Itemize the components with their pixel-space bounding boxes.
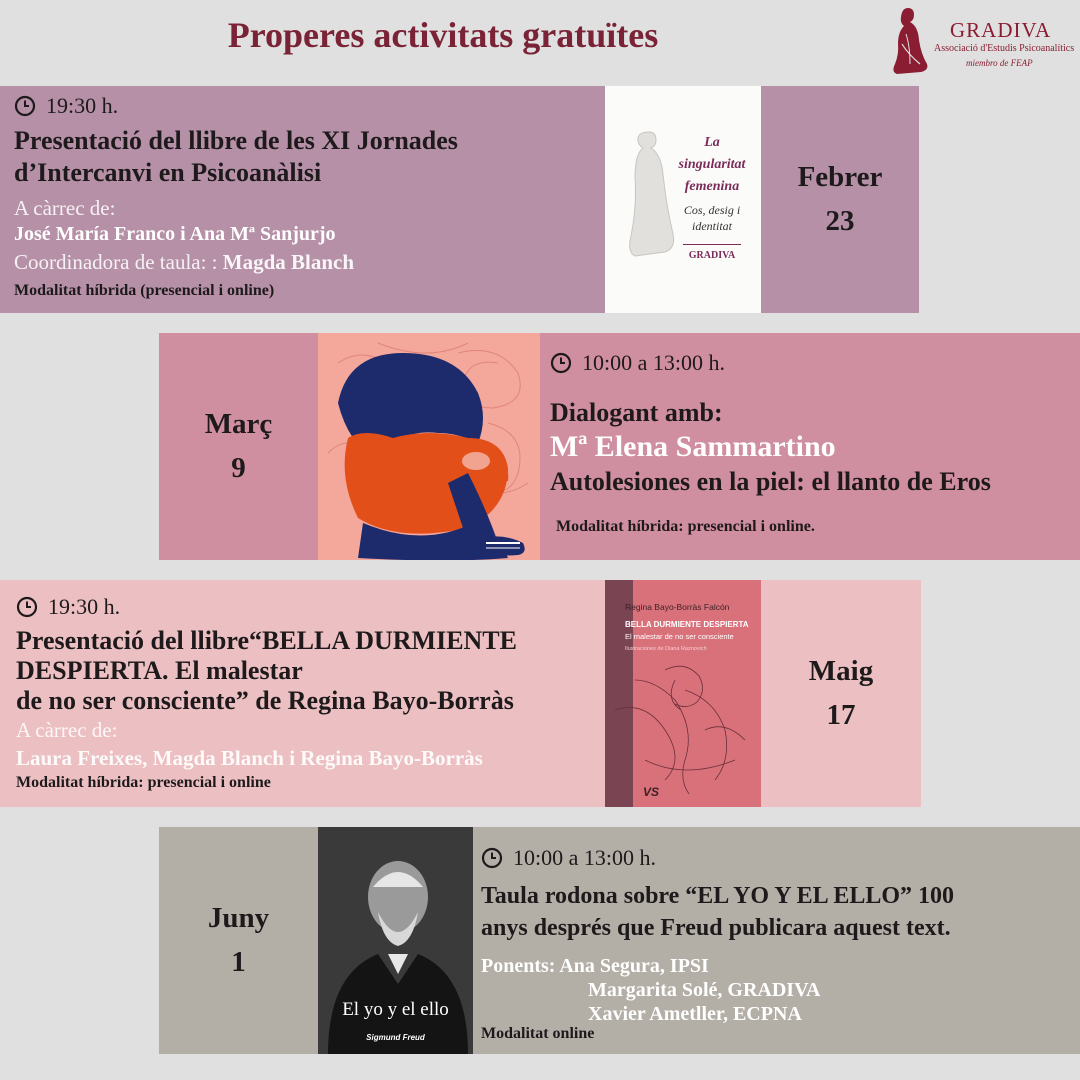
event-1-month: Febrer bbox=[797, 161, 883, 193]
illustration-sad-girl bbox=[318, 333, 540, 560]
event-2-date bbox=[159, 402, 318, 490]
event-1-title-line-2: d’Intercanvi en Psicoanàlisi bbox=[14, 158, 322, 187]
sleeping-woman-sketch-icon bbox=[605, 650, 761, 807]
logo-subtitle: Associació d'Estudis Psicoanalítics bbox=[934, 43, 1075, 54]
event-4-ponents bbox=[481, 954, 820, 1026]
event-3-title-line-1: Presentació del llibre“BELLA DURMIENTE bbox=[16, 626, 517, 655]
clock-icon bbox=[14, 95, 36, 117]
event-3-time: 19:30 h. bbox=[48, 594, 121, 619]
cover4-author: Sigmund Freud bbox=[366, 1033, 425, 1042]
event-1-time: 19:30 h. bbox=[46, 93, 119, 118]
clock-icon bbox=[550, 352, 572, 374]
event-1-speakers: José María Franco i Ana Mª Sanjurjo bbox=[14, 223, 336, 245]
cover3-author: Regina Bayo-Borràs Falcón bbox=[625, 602, 730, 612]
event-4-ponents-label: Ponents: bbox=[481, 955, 556, 977]
event-4-date bbox=[159, 896, 318, 984]
event-3-speakers: Laura Freixes, Magda Blanch i Regina Bayo-Borràs bbox=[16, 746, 483, 770]
event-3-label: A càrrec de: bbox=[16, 718, 118, 742]
event-3-mode: Modalitat híbrida: presencial i online bbox=[16, 774, 271, 791]
cover1-title-line-3: femenina bbox=[684, 179, 740, 194]
page-title: Properes activitats gratuïtes bbox=[227, 15, 659, 55]
event-1-mode: Modalitat híbrida (presencial i online) bbox=[14, 282, 275, 299]
logo-member: miembro de FEAP bbox=[966, 58, 1033, 68]
cover1-publisher: GRADIVA bbox=[688, 250, 736, 261]
event-1-date bbox=[761, 155, 919, 243]
event-2-day: 9 bbox=[231, 452, 246, 484]
cover3-illustrator: Ilustraciones de Diana Raznovich bbox=[625, 646, 707, 652]
event-4-day: 1 bbox=[231, 946, 246, 978]
event-4-mode: Modalitat online bbox=[481, 1025, 595, 1042]
cover1-divider bbox=[683, 244, 741, 245]
book-cover-el-yo-y-el-ello bbox=[318, 827, 473, 1054]
event-2-mode: Modalitat híbrida: presencial i online. bbox=[556, 518, 815, 535]
event-1-coordinator: Magda Blanch bbox=[222, 250, 355, 274]
event-4-time: 10:00 a 13:00 h. bbox=[513, 845, 656, 870]
event-3-day: 17 bbox=[826, 699, 856, 731]
event-4-month: Juny bbox=[207, 902, 270, 934]
event-2-month: Març bbox=[204, 408, 273, 440]
cover1-subtitle-line-1: Cos, desig i bbox=[683, 203, 741, 217]
event-2-heading: Dialogant amb: bbox=[550, 398, 723, 427]
book-cover-singularitat bbox=[605, 86, 761, 313]
event-2-topic: Autolesiones en la piel: el llanto de Eros bbox=[550, 467, 991, 496]
event-2-time-row bbox=[550, 350, 725, 376]
event-1-label: A càrrec de: bbox=[14, 196, 116, 220]
event-4-ponent-3: Xavier Ametller, ECPNA bbox=[588, 1003, 802, 1025]
event-4-ponent-2: Margarita Solé, GRADIVA bbox=[588, 979, 821, 1001]
sad-girl-illustration-icon bbox=[318, 333, 540, 560]
event-3-title-line-3: de no ser consciente” de Regina Bayo-Borràs bbox=[16, 686, 514, 715]
event-4-title bbox=[481, 880, 954, 944]
cover3-title: BELLA DURMIENTE DESPIERTA bbox=[625, 620, 749, 629]
event-3-date bbox=[761, 649, 921, 737]
gradiva-figure-icon bbox=[888, 4, 930, 76]
event-1-title-line-1: Presentació del llibre de les XI Jornades bbox=[14, 126, 458, 155]
event-2-time: 10:00 a 13:00 h. bbox=[582, 350, 725, 375]
event-3-time-row bbox=[16, 594, 120, 620]
event-3-month: Maig bbox=[808, 655, 874, 687]
event-4-title-line-2: anys després que Freud publicara aquest text. bbox=[481, 915, 951, 941]
cover1-title-line-2: singularitat bbox=[678, 157, 746, 172]
event-3-title-line-2: DESPIERTA. El malestar bbox=[16, 656, 303, 685]
cover4-title: El yo y el ello bbox=[342, 999, 449, 1020]
event-1-coordinator-row bbox=[14, 250, 354, 275]
event-4-title-line-1: Taula rodona sobre “EL YO Y EL ELLO” 100 bbox=[481, 883, 955, 909]
logo-name: GRADIVA bbox=[950, 18, 1052, 42]
event-2-speaker: Mª Elena Sammartino bbox=[550, 430, 836, 463]
book-cover-bella-durmiente bbox=[605, 580, 761, 807]
cover1-title-line-1: La bbox=[704, 135, 720, 150]
event-1-time-row bbox=[14, 93, 118, 119]
cover1-subtitle-line-2: identitat bbox=[692, 219, 732, 233]
clock-icon bbox=[16, 596, 38, 618]
event-4-time-row bbox=[481, 845, 656, 871]
cover3-subtitle: El malestar de no ser consciente bbox=[625, 632, 734, 641]
cover3-publisher: VS bbox=[643, 785, 660, 799]
event-1-day: 23 bbox=[825, 205, 855, 237]
clock-icon bbox=[481, 847, 503, 869]
event-4-ponent-1: Ana Segura, IPSI bbox=[559, 955, 709, 977]
event-1-coordinator-label: Coordinadora de taula: : bbox=[14, 250, 218, 274]
